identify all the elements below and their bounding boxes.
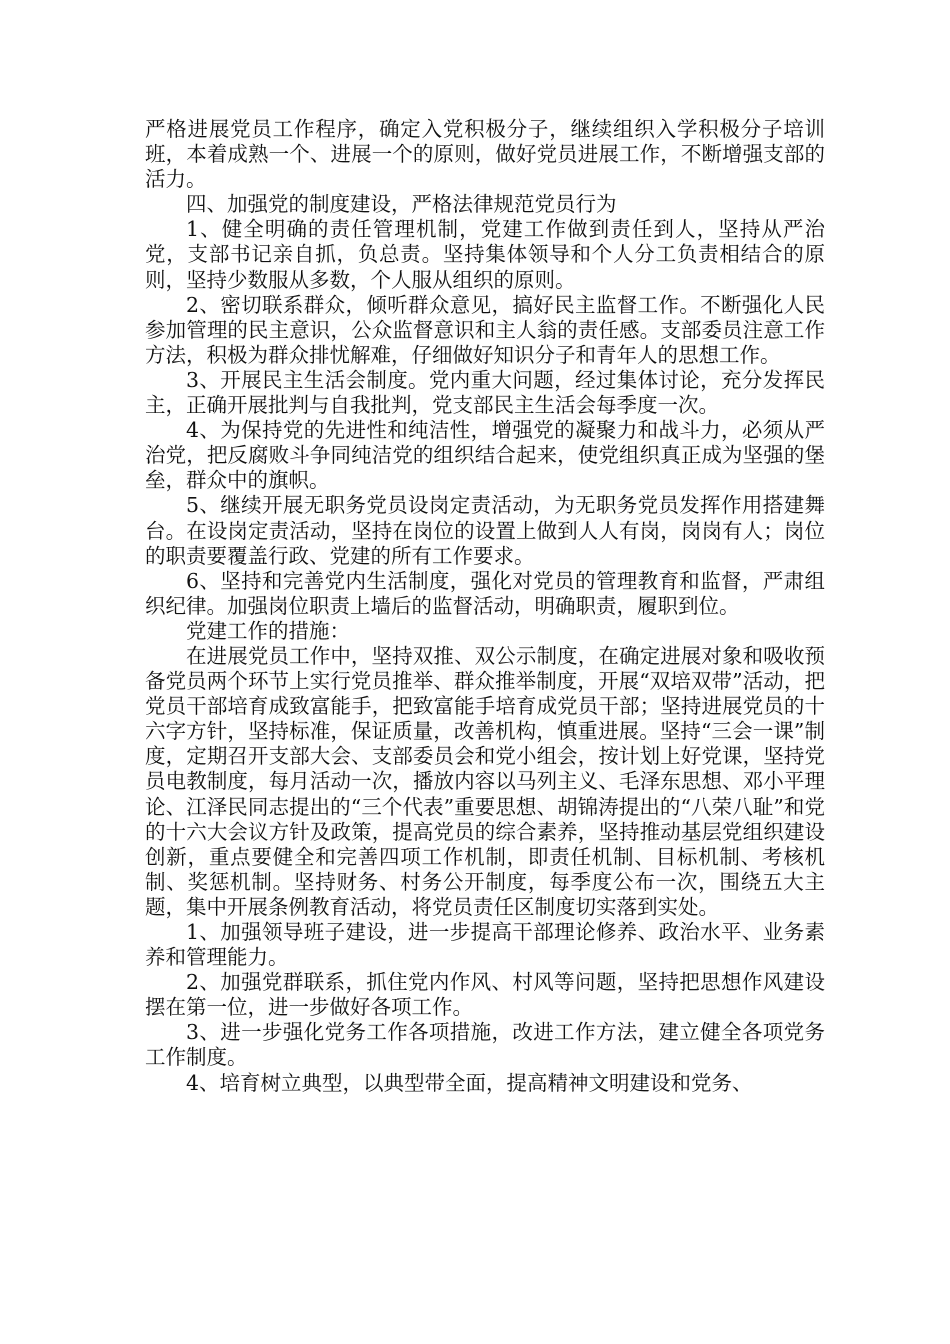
measure-item-1: 1、加强领导班子建设，进一步提高干部理论修养、政治水平、业务素养和管理能力。	[145, 920, 825, 970]
document-body	[145, 117, 825, 1096]
list-item-4: 4、为保持党的先进性和纯洁性，增强党的凝聚力和战斗力，必须从严治党，把反腐败斗争同纯洁党的组织结合起来，使党组织真正成为坚强的堡垒，群众中的旗帜。	[145, 418, 825, 493]
paragraph-continuation: 严格进展党员工作程序，确定入党积极分子，继续组织入学积极分子培训班，本着成熟一个、进展一个的原则，做好党员进展工作，不断增强支部的活力。	[145, 117, 825, 192]
measure-item-2: 2、加强党群联系，抓住党内作风、村风等问题，坚持把思想作风建设摆在第一位，进一步做好各项工作。	[145, 970, 825, 1020]
section-heading-4: 四、加强党的制度建设，严格法律规范党员行为	[186, 192, 617, 217]
measure-item-3: 3、进一步强化党务工作各项措施，改进工作方法，建立健全各项党务工作制度。	[145, 1020, 825, 1070]
list-item-1: 1、健全明确的责任管理机制，党建工作做到责任到人，坚持从严治党，支部书记亲自抓，负总责。坚持集体领导和个人分工负责相结合的原则，坚持少数服从多数，个人服从组织的原则。	[145, 217, 825, 292]
measures-paragraph: 在进展党员工作中，坚持双推、双公示制度，在确定进展对象和吸收预备党员两个环节上实行党员推举、群众推举制度，开展“双培双带”活动，把党员干部培育成致富能手，把致富能手培育成党员干部；坚持进展党员的十六字方针，坚持标准，保证质量，改善机构，慎重进展。坚持“三会一课”制度，定期召开支部大会、支部委员会和党小组会，按计划上好党课，坚持党员电教制度，每月活动一次，播放内容以马列主义、毛泽东思想、邓小平理论、江泽民同志提出的“三个代表”重要思想、胡锦涛提出的“八荣八耻”和党的十六大会议方针及政策，提高党员的综合素养，坚持推动基层党组织建设创新，重点要健全和完善四项工作机制，即责任机制、目标机制、考核机制、奖惩机制。坚持财务、村务公开制度，每季度公布一次，围绕五大主题，集中开展条例教育活动，将党员责任区制度切实落到实处。	[145, 643, 825, 919]
list-item-6: 6、坚持和完善党内生活制度，强化对党员的管理教育和监督，严肃组织纪律。加强岗位职责上墙后的监督活动，明确职责，履职到位。	[145, 568, 825, 618]
list-item-2: 2、密切联系群众，倾听群众意见，搞好民主监督工作。不断强化人民参加管理的民主意识，公众监督意识和主人翁的责任感。支部委员注意工作方法，积极为群众排忧解难，仔细做好知识分子和青年人的思想工作。	[145, 292, 825, 367]
measures-heading: 党建工作的措施：	[186, 618, 350, 643]
list-item-5: 5、继续开展无职务党员设岗定责活动，为无职务党员发挥作用搭建舞台。在设岗定责活动，坚持在岗位的设置上做到人人有岗，岗岗有人；岗位的职责要覆盖行政、党建的所有工作要求。	[145, 493, 825, 568]
list-item-3: 3、开展民主生活会制度。党内重大问题，经过集体讨论，充分发挥民主，正确开展批判与自我批判，党支部民主生活会每季度一次。	[145, 367, 825, 418]
measure-item-4: 4、培育树立典型，以典型带全面，提高精神文明建设和党务、	[186, 1070, 753, 1095]
